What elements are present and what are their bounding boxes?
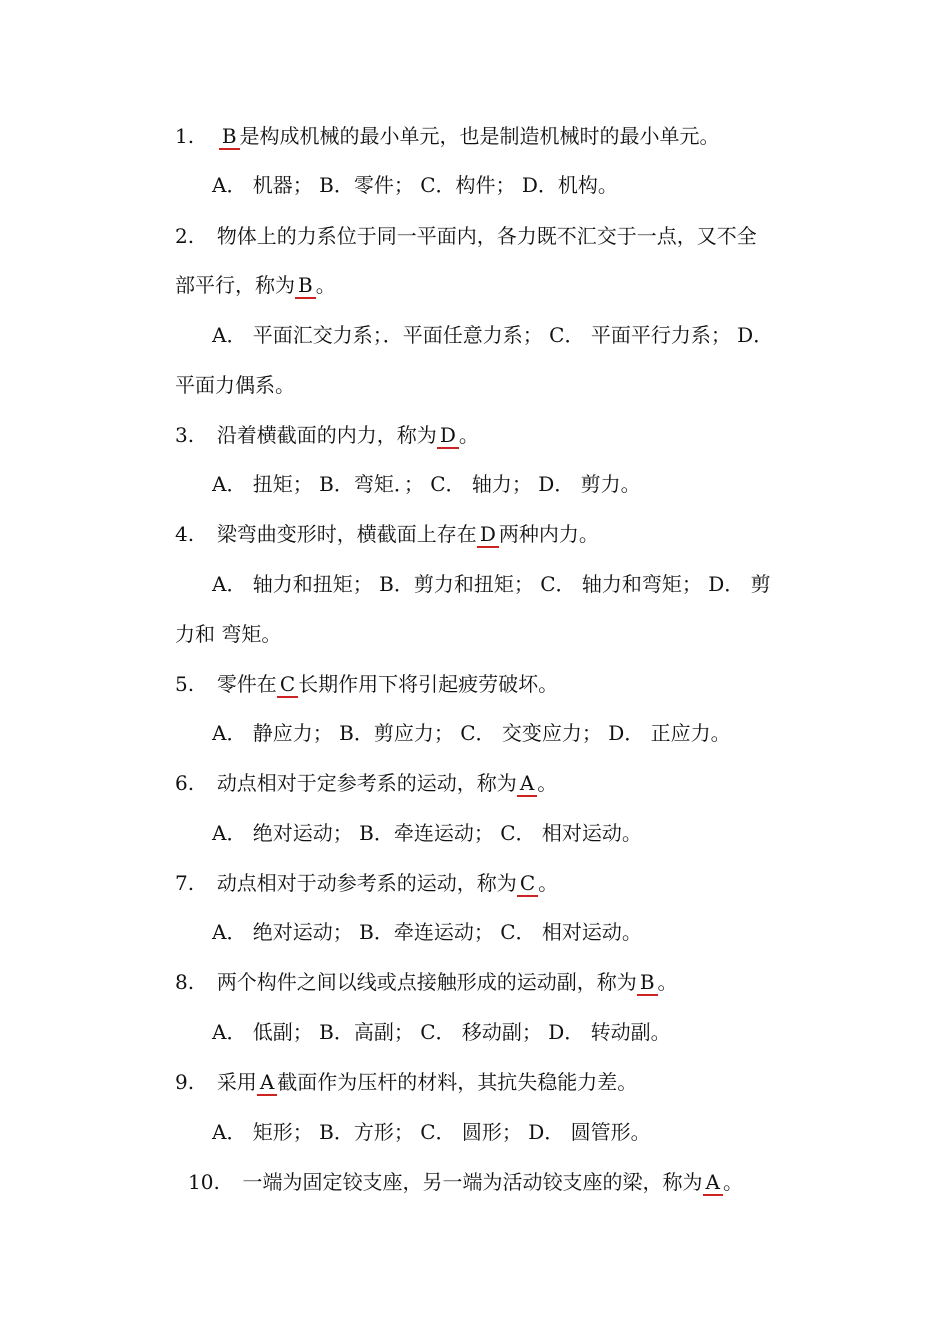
question-6-options: A． 绝对运动； B．牵连运动； C． 相对运动。 [212, 821, 642, 845]
question-7-options: A． 绝对运动； B．牵连运动； C． 相对运动。 [212, 920, 642, 944]
question-3-options: A． 扭矩； B．弯矩．； C． 轴力； D． 剪力。 [212, 472, 641, 496]
question-text: 部平行，称为 [175, 273, 295, 297]
answer-blank: A [517, 771, 537, 797]
question-number: 7. [175, 871, 195, 895]
question-number: 9. [175, 1070, 195, 1094]
answer-blank: A [257, 1070, 277, 1096]
question-text: 动点相对于动参考系的运动，称为 [216, 871, 517, 895]
question-5 [175, 670, 558, 698]
question-text: 两个构件之间以线或点接触形成的运动副，称为 [216, 970, 637, 994]
question-number: 6. [175, 771, 195, 795]
question-4-options: A． 轴力和扭矩； B．剪力和扭矩； C． 轴力和弯矩； D． 剪 [212, 572, 771, 596]
question-text: 动点相对于定参考系的运动，称为 [216, 771, 517, 795]
question-text: 物体上的力系位于同一平面内，各力既不汇交于一点，又不全 [216, 224, 757, 248]
answer-blank: D [477, 522, 499, 548]
answer-blank: B [637, 970, 658, 996]
question-text: 。 [537, 771, 558, 795]
answer-blank: C [517, 871, 538, 897]
question-2-options: A． 平面汇交力系；．平面任意力系； C． 平面平行力系； D． [212, 323, 774, 347]
question-6 [175, 769, 557, 797]
question-number: 8. [175, 970, 195, 994]
question-number: 3. [175, 423, 195, 447]
question-number: 1. [175, 124, 195, 148]
question-4 [175, 520, 599, 548]
question-1 [175, 122, 720, 150]
question-text: 一端为固定铰支座，另一端为活动铰支座的梁，称为 [242, 1170, 703, 1194]
question-10 [188, 1168, 743, 1196]
answer-blank: A [703, 1170, 723, 1196]
question-9 [175, 1068, 637, 1096]
question-2 [175, 222, 757, 250]
question-text: 。 [315, 273, 336, 297]
question-8 [175, 968, 678, 996]
question-text: 采用 [216, 1070, 257, 1094]
question-text: 。 [722, 1170, 743, 1194]
question-3 [175, 421, 479, 449]
question-2-continued [175, 271, 336, 299]
question-number: 5. [175, 672, 195, 696]
question-text: 截面作为压杆的材料，其抗失稳能力差。 [277, 1070, 638, 1094]
answer-blank: B [295, 273, 316, 299]
question-4-options-continued: 力和 弯矩。 [175, 622, 282, 646]
answer-blank: C [277, 672, 298, 698]
question-text: 是构成机械的最小单元，也是制造机械时的最小单元。 [239, 124, 720, 148]
answer-blank: D [437, 423, 459, 449]
question-7 [175, 869, 558, 897]
question-text: 。 [458, 423, 479, 447]
question-number: 2. [175, 224, 195, 248]
question-text: 。 [538, 871, 559, 895]
question-number: 4. [175, 522, 195, 546]
question-1-options: A． 机器； B．零件； C．构件； D．机构。 [212, 173, 618, 197]
question-9-options: A． 矩形； B．方形； C． 圆形； D． 圆管形。 [212, 1120, 651, 1144]
question-5-options: A． 静应力； B．剪应力； C． 交变应力； D． 正应力。 [212, 721, 731, 745]
answer-blank: B [219, 124, 240, 150]
question-text: 沿着横截面的内力，称为 [216, 423, 437, 447]
question-text: 零件在 [216, 672, 277, 696]
question-text: 两种内力。 [498, 522, 599, 546]
question-text: 梁弯曲变形时，横截面上存在 [216, 522, 477, 546]
question-text: 长期作用下将引起疲劳破坏。 [298, 672, 559, 696]
question-2-options-continued: 平面力偶系。 [175, 373, 295, 397]
question-number: 10. [188, 1170, 220, 1194]
question-text: 。 [657, 970, 678, 994]
question-8-options: A． 低副； B．高副； C． 移动副； D． 转动副。 [212, 1020, 671, 1044]
